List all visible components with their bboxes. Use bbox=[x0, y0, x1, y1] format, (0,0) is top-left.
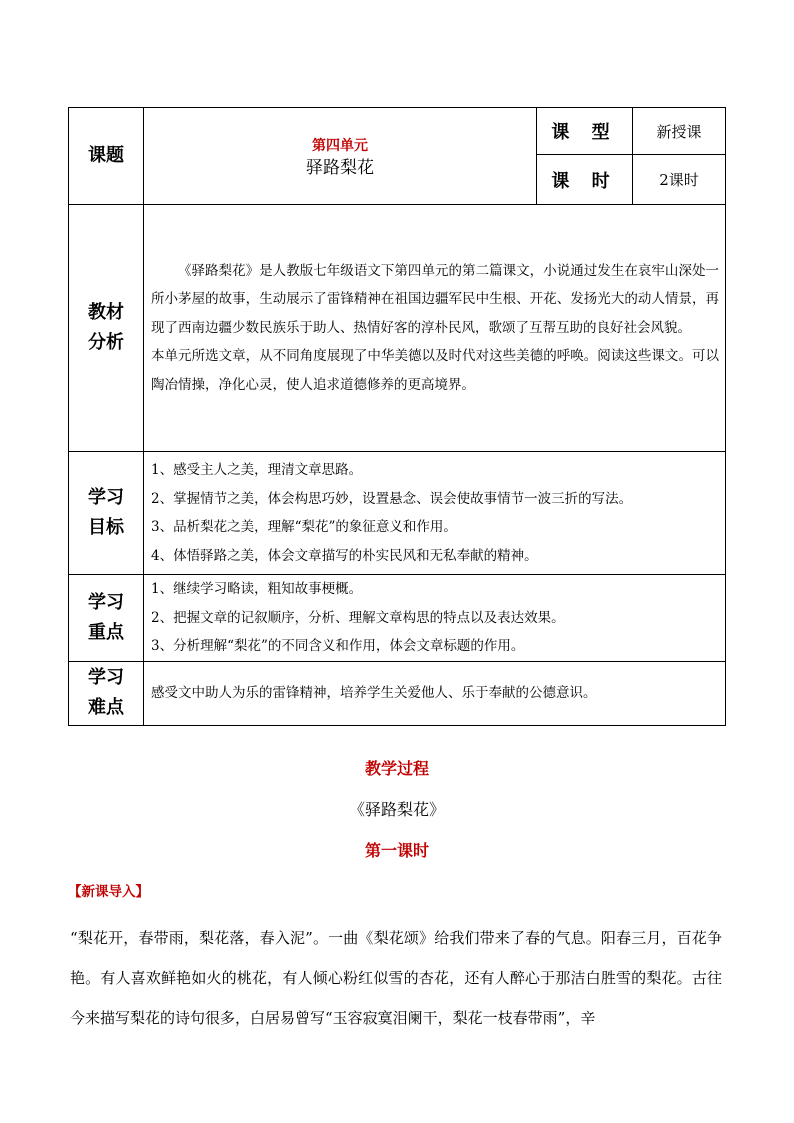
keypoint-item: 3、分析理解“梨花”的不同含义和作用，体会文章标题的作用。 bbox=[151, 638, 525, 654]
keypoints-label-cell bbox=[69, 575, 144, 662]
analysis-label-line1: 教材 bbox=[88, 302, 124, 323]
difficulty-label-cell bbox=[69, 661, 144, 725]
process-lesson-title: 《驿路梨花》 bbox=[348, 800, 445, 819]
analysis-label-cell bbox=[69, 205, 144, 452]
keypoint-item: 1、继续学习略读，粗知故事梗概。 bbox=[151, 581, 363, 597]
lesson-hours-value: 2课时 bbox=[633, 155, 726, 205]
goal-item: 2、掌握情节之美，体会构思巧妙，设置悬念、误会使故事情节一波三折的写法。 bbox=[151, 490, 633, 507]
lesson-type-value: 新授课 bbox=[633, 108, 726, 155]
lesson-title: 驿路梨花 bbox=[306, 158, 374, 178]
intro-paragraph: “梨花开，春带雨，梨花落，春入泥”。一曲《梨花颂》给我们带来了春的气息。阳春三月，百花争艳。有人喜欢鲜艳如火的桃花，有人倾心粉红似雪的杏花，还有人醉心于那洁白胜雪的梨花。古往今来描写梨花的诗句很多，白居易曾写“玉容寂寞泪阑干，梨花一枝春带雨”，辛 bbox=[70, 929, 722, 1027]
goals-label-line2: 目标 bbox=[88, 517, 124, 538]
process-period: 第一课时 bbox=[364, 841, 429, 860]
keypoint-item: 2、把握文章的记叙顺序，分析、理解文章构思的特点以及表达效果。 bbox=[151, 609, 565, 626]
process-heading: 教学过程 bbox=[364, 759, 429, 778]
difficulty-label-line2: 难点 bbox=[88, 697, 124, 718]
keypoints-label-line1: 学习 bbox=[88, 591, 124, 613]
goals-label-cell bbox=[69, 452, 144, 575]
analysis-content bbox=[144, 205, 726, 452]
section-new-lesson-intro: 【新课导入】 bbox=[68, 884, 149, 900]
goals-label-line1: 学习 bbox=[88, 487, 124, 508]
topic-title-cell bbox=[144, 108, 537, 205]
keypoints-content bbox=[144, 575, 726, 662]
topic-label: 课题 bbox=[88, 145, 124, 166]
lesson-hours-label: 课 时 bbox=[537, 155, 633, 205]
goals-content bbox=[144, 452, 726, 575]
analysis-paragraph-2: 本单元所选文章，从不同角度展现了中华美德以及时代对这些美德的呼唤。阅读这些课文。可以陶冶情操，净化心灵，使人追求道德修养的更高境界。 bbox=[151, 348, 719, 393]
keypoints-label-line2: 重点 bbox=[88, 621, 124, 643]
analysis-label-line2: 分析 bbox=[88, 332, 124, 353]
difficulty-content bbox=[144, 661, 726, 725]
unit-title: 第四单元 bbox=[312, 138, 368, 154]
difficulty-text: 感受文中助人为乐的雷锋精神，培养学生关爱他人、乐于奉献的公德意识。 bbox=[151, 684, 597, 701]
difficulty-label-line1: 学习 bbox=[88, 667, 124, 688]
topic-label-cell bbox=[69, 108, 144, 205]
lesson-type-label: 课 型 bbox=[537, 108, 633, 155]
lesson-plan-table bbox=[68, 107, 726, 726]
goal-item: 3、品析梨花之美，理解“梨花”的象征意义和作用。 bbox=[151, 519, 457, 535]
goal-item: 1、感受主人之美，理清文章思路。 bbox=[151, 462, 363, 478]
analysis-paragraph-1: 《驿路梨花》是人教版七年级语文下第四单元的第二篇课文，小说通过发生在哀牢山深处一所小茅屋的故事，生动展示了雷锋精神在祖国边疆军民中生根、开花、发扬光大的动人情景，再现了西南边疆少数民族乐于助人、热情好客的淳朴民风，歌颂了互帮互助的良好社会风貌。 bbox=[151, 262, 719, 336]
goal-item: 4、体悟驿路之美，体会文章描写的朴实民风和无私奉献的精神。 bbox=[151, 547, 538, 564]
